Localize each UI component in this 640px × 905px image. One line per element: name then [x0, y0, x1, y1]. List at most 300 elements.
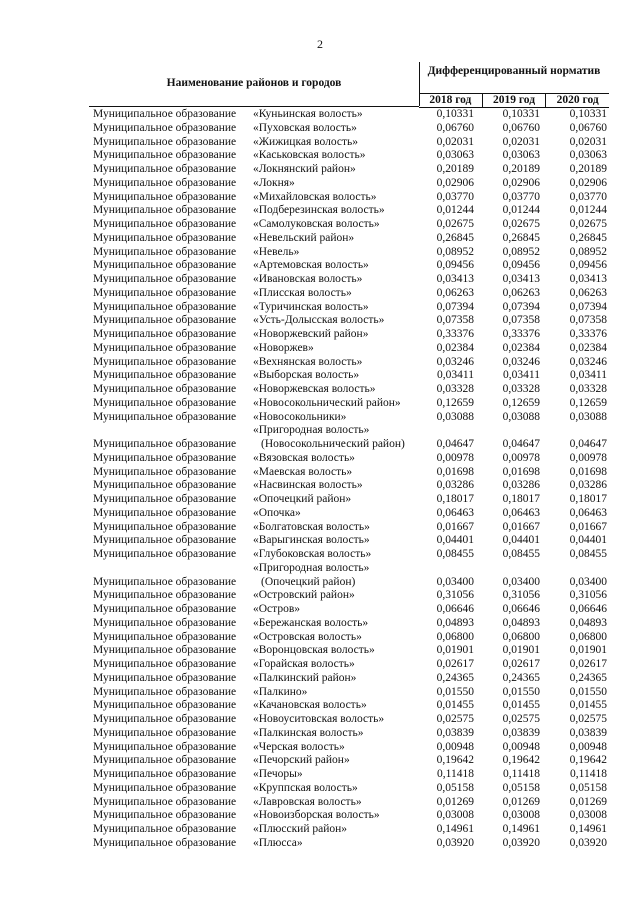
row-name-continuation: (Опочецкий район)	[261, 575, 356, 588]
table-body	[0, 108, 640, 851]
row-type: Муниципальное образование	[93, 658, 237, 670]
row-name: «Опочецкий район»	[253, 493, 352, 505]
row-name: «Невель»	[253, 245, 300, 258]
row-name: «Палкино»	[253, 685, 308, 698]
value-2019: 0,03411	[503, 369, 540, 382]
value-2020: 0,00978	[569, 451, 607, 464]
value-2019: 0,09456	[502, 259, 540, 272]
row-type: Муниципальное образование	[93, 190, 237, 203]
row-type: Муниципальное образование	[93, 121, 237, 134]
value-2019: 0,03413	[502, 273, 540, 285]
value-2018: 0,26845	[436, 231, 474, 244]
value-2020: 0,26845	[569, 231, 607, 244]
value-2018: 0,02675	[436, 218, 474, 230]
value-2018: 0,31056	[436, 589, 474, 602]
row-type: Муниципальное образование	[93, 644, 237, 657]
table-row	[0, 301, 640, 315]
value-2020: 0,03286	[569, 479, 607, 492]
row-name: «Новоизборская волость»	[253, 809, 380, 822]
value-2019: 0,33376	[502, 328, 540, 340]
header-year-2019: 2019 год	[482, 94, 546, 107]
value-2018: 0,02031	[436, 135, 474, 148]
row-type: Муниципальное образование	[93, 589, 237, 602]
value-2020: 0,03400	[569, 575, 607, 588]
row-type: Муниципальное образование	[93, 616, 237, 629]
row-name: «Вехнянская волость»	[253, 355, 363, 368]
value-2019: 0,04893	[502, 616, 540, 629]
row-type: Муниципальное образование	[93, 396, 237, 409]
value-2019: 0,00948	[502, 740, 540, 753]
row-type: Муниципальное образование	[93, 355, 237, 368]
row-name: «Локнянский район»	[253, 163, 356, 175]
value-2020: 0,01667	[569, 520, 607, 533]
table-row	[0, 741, 640, 755]
row-type: Муниципальное образование	[93, 108, 237, 120]
table-row	[0, 287, 640, 301]
value-2018: 0,02575	[436, 713, 474, 725]
value-2020: 0,01550	[569, 685, 607, 698]
value-2018: 0,03286	[436, 479, 474, 492]
row-name: «Михайловская волость»	[253, 190, 377, 203]
row-type: Муниципальное образование	[93, 135, 237, 148]
value-2018: 0,03411	[437, 369, 474, 382]
row-type: Муниципальное образование	[93, 699, 237, 712]
table-row	[0, 177, 640, 191]
row-type: Муниципальное образование	[93, 383, 237, 395]
row-name: «Печоры»	[253, 768, 303, 780]
table-row	[0, 686, 640, 700]
value-2019: 0,12659	[502, 396, 540, 409]
value-2020: 0,18017	[569, 493, 607, 505]
row-name: «Горайская волость»	[253, 658, 355, 670]
value-2018: 0,01667	[436, 520, 474, 533]
table-row	[0, 837, 640, 851]
table-row	[0, 631, 640, 645]
table-row	[0, 479, 640, 493]
value-2020: 0,07394	[569, 300, 607, 313]
row-name: «Куньинская волость»	[253, 108, 363, 120]
table-row	[0, 259, 640, 273]
row-name: «Пригородная волость»	[253, 561, 370, 574]
value-2019: 0,07394	[502, 300, 540, 313]
row-name: «Новоржевский район»	[253, 328, 369, 340]
value-2019: 0,10331	[502, 108, 540, 120]
table-row	[0, 218, 640, 232]
table-row	[0, 136, 640, 150]
row-type: Муниципальное образование	[93, 534, 237, 547]
table-row	[0, 713, 640, 727]
row-name: «Плисская волость»	[253, 286, 352, 299]
row-name: «Усть-Долысская волость»	[253, 314, 385, 327]
value-2018: 0,03413	[436, 273, 474, 285]
value-2019: 0,06646	[502, 603, 540, 615]
row-type: Муниципальное образование	[93, 245, 237, 258]
table-row	[0, 191, 640, 205]
value-2018: 0,03008	[436, 809, 474, 822]
row-name: «Плюсский район»	[253, 823, 348, 835]
value-2019: 0,01698	[502, 465, 540, 478]
row-type: Муниципальное образование	[93, 369, 237, 382]
value-2020: 0,01455	[569, 699, 607, 712]
value-2020: 0,03088	[569, 410, 607, 423]
row-name: «Невельский район»	[253, 231, 355, 244]
value-2020: 0,03839	[569, 726, 607, 739]
row-type: Муниципальное образование	[93, 218, 237, 230]
value-2020: 0,19642	[569, 754, 607, 767]
table-row	[0, 548, 640, 562]
value-2019: 0,03328	[502, 383, 540, 395]
value-2019: 0,01269	[502, 795, 540, 808]
value-2018: 0,03839	[436, 726, 474, 739]
row-name: «Глубоковская волость»	[253, 548, 372, 560]
table-row	[0, 122, 640, 136]
row-name: «Артемовская волость»	[253, 259, 369, 272]
row-name: «Воронцовская волость»	[253, 644, 375, 657]
row-name: «Маевская волость»	[253, 465, 353, 478]
header-year-2020: 2020 год	[545, 94, 609, 107]
table-row	[0, 672, 640, 686]
value-2020: 0,04893	[569, 616, 607, 629]
row-type: Муниципальное образование	[93, 451, 237, 464]
table-header	[89, 62, 609, 106]
row-type: Муниципальное образование	[93, 273, 237, 285]
value-2018: 0,04647	[436, 438, 474, 450]
value-2020: 0,03770	[569, 190, 607, 203]
value-2019: 0,02575	[502, 713, 540, 725]
value-2020: 0,02675	[569, 218, 607, 230]
value-2018: 0,05158	[436, 781, 474, 794]
value-2019: 0,18017	[502, 493, 540, 505]
value-2019: 0,26845	[502, 231, 540, 244]
value-2020: 0,01244	[569, 204, 607, 217]
value-2020: 0,00948	[569, 740, 607, 753]
row-name: «Каськовская волость»	[253, 149, 366, 162]
table-row	[0, 617, 640, 631]
table-row	[0, 328, 640, 342]
value-2018: 0,06463	[436, 506, 474, 519]
value-2019: 0,19642	[502, 754, 540, 767]
row-type: Муниципальное образование	[93, 204, 237, 217]
table-row	[0, 493, 640, 507]
row-type: Муниципальное образование	[93, 163, 237, 175]
value-2019: 0,24365	[502, 671, 540, 684]
table-row	[0, 507, 640, 521]
value-2019: 0,03286	[502, 479, 540, 492]
value-2019: 0,05158	[502, 781, 540, 794]
value-2019: 0,02384	[502, 341, 540, 354]
value-2019: 0,08455	[502, 548, 540, 560]
row-name: «Островский район»	[253, 589, 355, 602]
value-2018: 0,04893	[436, 616, 474, 629]
value-2018: 0,06263	[436, 286, 474, 299]
table-row	[0, 149, 640, 163]
row-name: «Новоржевская волость»	[253, 383, 376, 395]
value-2020: 0,04401	[569, 534, 607, 547]
value-2020: 0,01269	[569, 795, 607, 808]
value-2020: 0,14961	[569, 823, 607, 835]
value-2019: 0,03839	[502, 726, 540, 739]
table-row	[0, 562, 640, 590]
row-type: Муниципальное образование	[93, 259, 237, 272]
value-2020: 0,24365	[569, 671, 607, 684]
page-number: 2	[317, 37, 323, 51]
value-2018: 0,01901	[436, 644, 474, 657]
row-type: Муниципальное образование	[93, 754, 237, 767]
value-2018: 0,20189	[436, 163, 474, 175]
value-2019: 0,02906	[502, 176, 540, 189]
value-2020: 0,06800	[569, 630, 607, 643]
table-row	[0, 108, 640, 122]
value-2020: 0,09456	[569, 259, 607, 272]
table-row	[0, 397, 640, 411]
row-name: «Самолуковская волость»	[253, 218, 380, 230]
row-type: Муниципальное образование	[93, 328, 237, 340]
header-years	[419, 93, 609, 108]
table-row	[0, 521, 640, 535]
table-row	[0, 823, 640, 837]
row-type: Муниципальное образование	[93, 768, 237, 780]
row-name: «Черская волость»	[253, 740, 345, 753]
value-2018: 0,02906	[436, 176, 474, 189]
value-2018: 0,08952	[436, 245, 474, 258]
row-name: «Круппская волость»	[253, 781, 358, 794]
row-type: Муниципальное образование	[93, 575, 237, 588]
value-2018: 0,01550	[436, 685, 474, 698]
value-2019: 0,07358	[502, 314, 540, 327]
table-row	[0, 534, 640, 548]
value-2019: 0,03088	[502, 410, 540, 423]
row-name: «Палкинский район»	[253, 671, 357, 684]
row-name: «Локня»	[253, 176, 295, 189]
value-2019: 0,06760	[502, 121, 540, 134]
row-name: «Туричинская волость»	[253, 300, 369, 313]
value-2018: 0,10331	[436, 108, 474, 120]
table-row	[0, 342, 640, 356]
value-2019: 0,31056	[502, 589, 540, 602]
value-2019: 0,08952	[502, 245, 540, 258]
value-2020: 0,07358	[569, 314, 607, 327]
value-2020: 0,01698	[569, 465, 607, 478]
value-2020: 0,03246	[569, 355, 607, 368]
value-2018: 0,04401	[436, 534, 474, 547]
value-2018: 0,08455	[436, 548, 474, 560]
value-2019: 0,02031	[502, 135, 540, 148]
row-type: Муниципальное образование	[93, 520, 237, 533]
value-2019: 0,03246	[502, 355, 540, 368]
table-row	[0, 314, 640, 328]
value-2020: 0,02031	[569, 135, 607, 148]
value-2019: 0,06463	[502, 506, 540, 519]
value-2020: 0,31056	[569, 589, 607, 602]
row-name: «Вязовская волость»	[253, 451, 355, 464]
value-2018: 0,01455	[436, 699, 474, 712]
value-2018: 0,07394	[436, 300, 474, 313]
value-2020: 0,03413	[569, 273, 607, 285]
value-2020: 0,01901	[569, 644, 607, 657]
value-2019: 0,20189	[502, 163, 540, 175]
row-type: Муниципальное образование	[93, 685, 237, 698]
value-2020: 0,02906	[569, 176, 607, 189]
row-type: Муниципальное образование	[93, 836, 237, 849]
value-2018: 0,03770	[436, 190, 474, 203]
row-type: Муниципальное образование	[93, 410, 237, 423]
value-2020: 0,02384	[569, 341, 607, 354]
value-2019: 0,01667	[502, 520, 540, 533]
table-row	[0, 782, 640, 796]
row-type: Муниципальное образование	[93, 795, 237, 808]
value-2018: 0,18017	[436, 493, 474, 505]
row-name: «Опочка»	[253, 506, 301, 519]
table-row	[0, 809, 640, 823]
row-name: «Бережанская волость»	[253, 616, 369, 629]
value-2019: 0,01550	[502, 685, 540, 698]
table-row	[0, 589, 640, 603]
value-2019: 0,01455	[502, 699, 540, 712]
value-2018: 0,06800	[436, 630, 474, 643]
header-divider	[89, 106, 419, 107]
row-type: Муниципальное образование	[93, 286, 237, 299]
row-name: «Лавровская волость»	[253, 795, 362, 808]
row-name: «Новосокольнический район»	[253, 396, 401, 409]
value-2018: 0,06646	[436, 603, 474, 615]
row-type: Муниципальное образование	[93, 314, 237, 327]
value-2020: 0,03328	[569, 383, 607, 395]
value-2020: 0,06646	[569, 603, 607, 615]
value-2019: 0,01901	[502, 644, 540, 657]
row-type: Муниципальное образование	[93, 809, 237, 822]
value-2018: 0,01244	[436, 204, 474, 217]
row-name: «Новосокольники»	[253, 410, 347, 423]
value-2018: 0,24365	[436, 671, 474, 684]
row-name: «Выборская волость»	[253, 369, 360, 382]
value-2020: 0,10331	[569, 108, 607, 120]
table-row	[0, 699, 640, 713]
value-2020: 0,02617	[569, 658, 607, 670]
row-type: Муниципальное образование	[93, 176, 237, 189]
table-row	[0, 204, 640, 218]
table-row	[0, 273, 640, 287]
row-name: «Ивановская волость»	[253, 273, 363, 285]
value-2019: 0,04401	[502, 534, 540, 547]
value-2020: 0,12659	[569, 396, 607, 409]
value-2020: 0,08952	[569, 245, 607, 258]
row-name: «Пригородная волость»	[253, 424, 370, 437]
value-2018: 0,01698	[436, 465, 474, 478]
row-type: Муниципальное образование	[93, 603, 237, 615]
value-2020: 0,04647	[569, 438, 607, 450]
value-2020: 0,03008	[569, 809, 607, 822]
value-2020: 0,06263	[569, 286, 607, 299]
value-2020: 0,06463	[569, 506, 607, 519]
row-name: «Остров»	[253, 603, 301, 615]
row-name: «Плюсса»	[253, 836, 303, 849]
value-2018: 0,03920	[436, 836, 474, 849]
value-2020: 0,08455	[569, 548, 607, 560]
header-name-column	[89, 62, 420, 106]
row-name: «Варыгинская волость»	[253, 534, 370, 547]
table-row	[0, 369, 640, 383]
value-2020: 0,20189	[569, 163, 607, 175]
table-row	[0, 658, 640, 672]
value-2020: 0,05158	[569, 781, 607, 794]
value-2019: 0,02675	[502, 218, 540, 230]
value-2018: 0,12659	[436, 396, 474, 409]
row-name: «Насвинская волость»	[253, 479, 363, 492]
value-2020: 0,03920	[569, 836, 607, 849]
row-type: Муниципальное образование	[93, 726, 237, 739]
row-name: «Палкинская волость»	[253, 726, 364, 739]
row-type: Муниципальное образование	[93, 630, 237, 643]
value-2019: 0,11418	[503, 768, 540, 780]
value-2018: 0,03063	[436, 149, 474, 162]
row-type: Муниципальное образование	[93, 465, 237, 478]
row-type: Муниципальное образование	[93, 781, 237, 794]
table-row	[0, 796, 640, 810]
value-2020: 0,03063	[569, 149, 607, 162]
table-row	[0, 411, 640, 425]
value-2018: 0,19642	[436, 754, 474, 767]
row-type: Муниципальное образование	[93, 823, 237, 835]
row-type: Муниципальное образование	[93, 300, 237, 313]
value-2018: 0,06760	[436, 121, 474, 134]
table-row	[0, 644, 640, 658]
value-2020: 0,06760	[569, 121, 607, 134]
row-name: «Новоуситовская волость»	[253, 713, 385, 725]
row-type: Муниципальное образование	[93, 548, 237, 560]
value-2018: 0,01269	[436, 795, 474, 808]
value-2019: 0,02617	[502, 658, 540, 670]
table-row	[0, 727, 640, 741]
row-type: Муниципальное образование	[93, 438, 237, 450]
table-row	[0, 603, 640, 617]
row-type: Муниципальное образование	[93, 149, 237, 162]
value-2018: 0,14961	[436, 823, 474, 835]
value-2019: 0,14961	[502, 823, 540, 835]
value-2019: 0,03400	[502, 575, 540, 588]
value-2020: 0,11418	[570, 768, 607, 780]
value-2018: 0,03400	[436, 575, 474, 588]
value-2018: 0,03328	[436, 383, 474, 395]
table-row	[0, 232, 640, 246]
table-row	[0, 452, 640, 466]
row-type: Муниципальное образование	[93, 479, 237, 492]
value-2019: 0,00978	[502, 451, 540, 464]
header-name-label: Наименование районов и городов	[166, 77, 342, 89]
table-row	[0, 246, 640, 260]
row-name: «Новоржев»	[253, 341, 314, 354]
row-type: Муниципальное образование	[93, 713, 237, 725]
value-2018: 0,09456	[436, 259, 474, 272]
table-row	[0, 768, 640, 782]
value-2018: 0,00978	[436, 451, 474, 464]
row-name: «Подберезинская волость»	[253, 204, 385, 217]
row-type: Муниципальное образование	[93, 506, 237, 519]
value-2018: 0,07358	[436, 314, 474, 327]
row-type: Муниципальное образование	[93, 493, 237, 505]
value-2020: 0,02575	[569, 713, 607, 725]
row-type: Муниципальное образование	[93, 231, 237, 244]
row-name: «Пуховская волость»	[253, 121, 357, 134]
header-year-2018: 2018 год	[429, 94, 472, 106]
table-row	[0, 466, 640, 480]
table-row	[0, 356, 640, 370]
value-2019: 0,03770	[502, 190, 540, 203]
value-2019: 0,04647	[502, 438, 540, 450]
table-row	[0, 754, 640, 768]
table-row	[0, 383, 640, 397]
value-2018: 0,00948	[436, 740, 474, 753]
value-2019: 0,06263	[502, 286, 540, 299]
